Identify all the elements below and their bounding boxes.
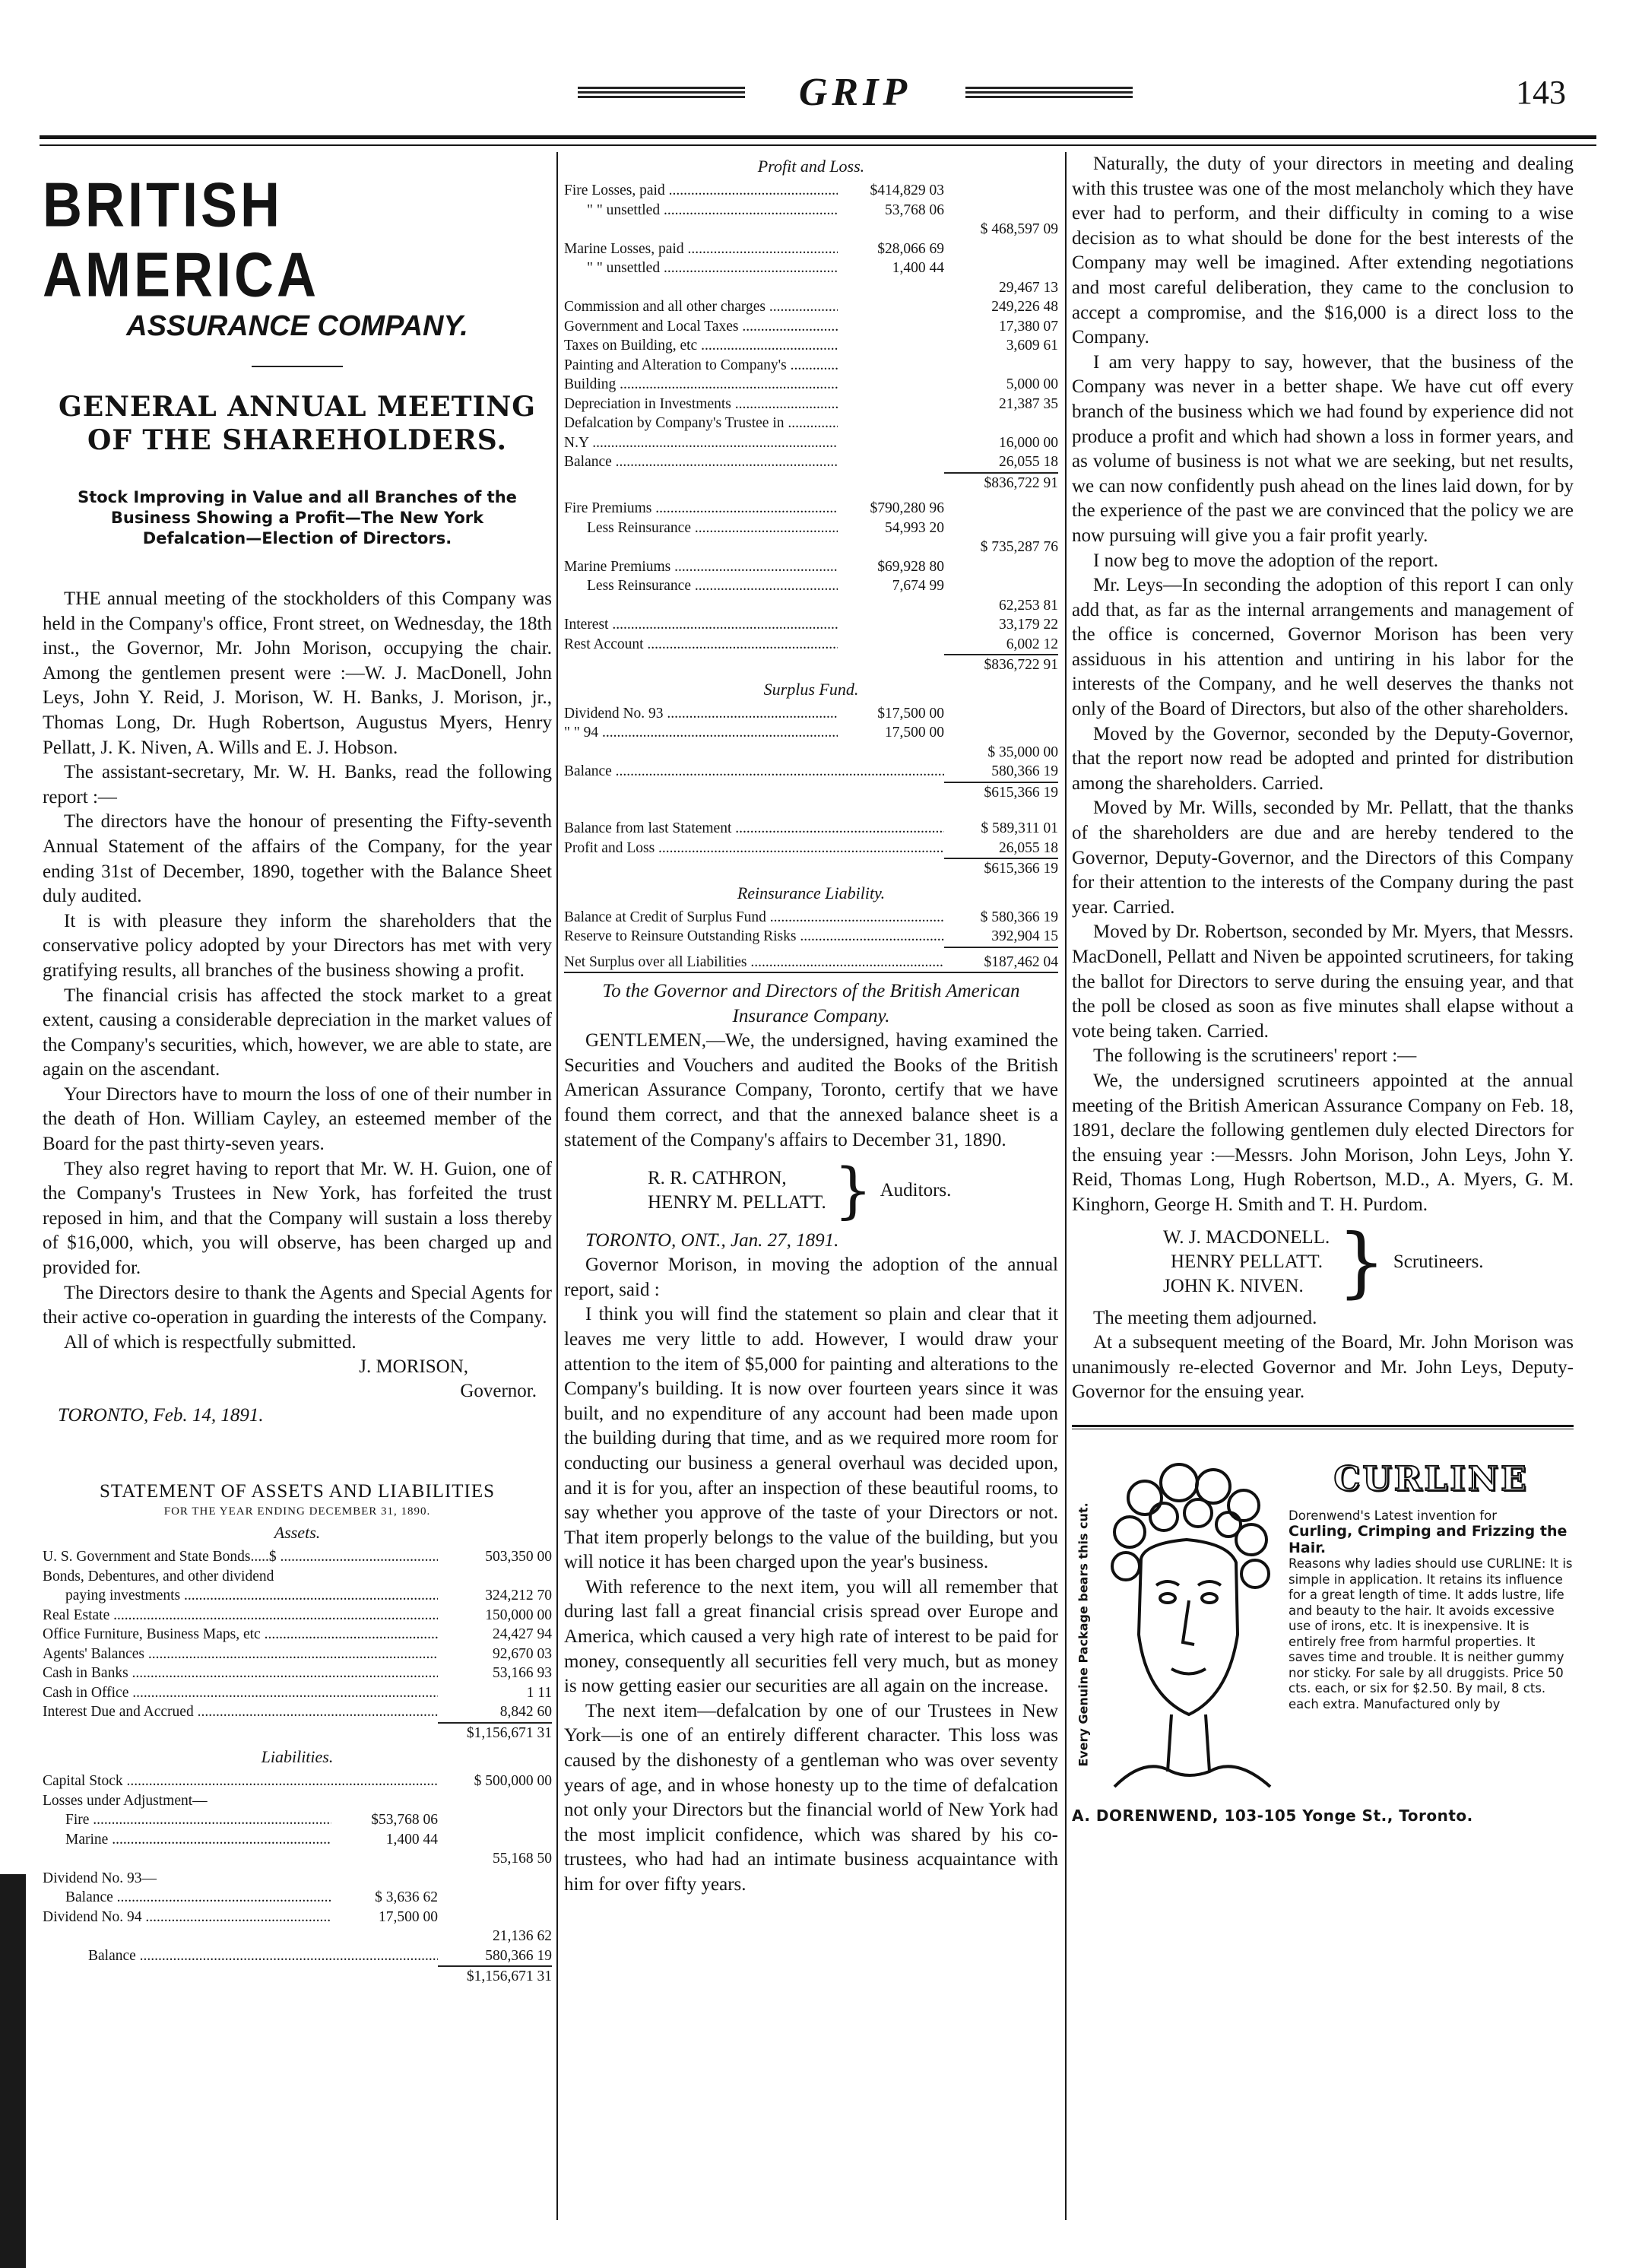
article-paragraph: I think you will find the statement so plain and clear that it leaves me very little to add. However, I would draw your attention to the item of $5,000 for painting and alterations to the Company's building. It is now over fourteen years since it was built, and no expenditure of any account had been made upon the building during that time, and as we required more room for conducting our business a general overhaul was decided upon, and it is for you, after an inspection of these beautiful rooms, to say whether you approve of the taste of your Directors or not. That item properly belongs to the value of the building, but you will notice it has been charged upon the year's business. <box>564 1304 1058 1573</box>
ledger-row: Profit and Loss ..... 26,055 18 <box>564 839 1058 858</box>
meeting-heading: OF THE SHAREHOLDERS. <box>87 424 508 456</box>
ledger-row: " " unsettled ..... 1,400 44 <box>564 259 1058 278</box>
ad-footer: A. DORENWEND, 103-105 Yonge St., Toronto. <box>1072 1806 1473 1825</box>
header-rule-thin <box>40 144 1596 146</box>
auditors-label: Auditors. <box>880 1180 952 1201</box>
ledger-row: Marine Premiums ..... $69,928 80 <box>564 557 1058 577</box>
article-paragraph: I now beg to move the adoption of the report. <box>1093 550 1439 571</box>
column-2 <box>564 152 1058 2220</box>
scrutineer-name: W. J. MACDONELL. <box>1163 1226 1330 1248</box>
dateline: TORONTO, Feb. 14, 1891. <box>58 1405 264 1426</box>
ledger-row: Losses under Adjustment— <box>43 1792 208 1809</box>
page-number: 143 <box>1516 74 1566 111</box>
dateline: TORONTO, ONT., Jan. 27, 1891. <box>585 1230 839 1251</box>
ledger-row: Balance ..... $ 3,636 62 <box>43 1888 552 1908</box>
ledger-row: $615,366 19 <box>984 861 1058 877</box>
statement-subtitle: FOR THE YEAR ENDING DECEMBER 31, 1890. <box>163 1505 431 1518</box>
ad-rule <box>1072 1425 1574 1427</box>
auditor-name: HENRY M. PELLATT. <box>648 1192 826 1213</box>
column-1 <box>43 152 552 2220</box>
ledger-row: Balance ..... 580,366 19 <box>564 762 1058 782</box>
ledger-row: N.Y ..... 16,000 00 <box>564 433 1058 453</box>
statement-title: STATEMENT OF ASSETS AND LIABILITIES <box>99 1481 496 1502</box>
ledger-row: Defalcation by Company's Trustee in ..... <box>564 414 1058 433</box>
ledger-row: Reserve to Reinsure Outstanding Risks ..... 392,904 15 <box>564 927 1058 947</box>
article-paragraph: The next item—defalcation by one of our Trustees in New York—is one of an entirely different character. This loss was caused by the dishonesty of a gentleman who was over seventy years of age, and in whose honesty up to the time of defalcation not only your Directors but the financial world of New York had the most implicit confidence, which was shared by his co-trustees, who had had an intimate business acquaintance with him for over fifty years. <box>564 1700 1058 1895</box>
scan-edge <box>0 1874 26 2268</box>
article-paragraph: The directors have the honour of presenting the Fifty-seventh Annual Statement of the affairs of the Company, for the year ending 31st of December, 1890, together with the Balance Sheet duly audited. <box>43 811 552 907</box>
ledger-row: $ 35,000 00 <box>987 744 1058 760</box>
article-paragraph: The Directors desire to thank the Agents and Special Agents for their active co-operation in guarding the interests of the Company. <box>43 1282 552 1328</box>
ledger-row: $836,722 91 <box>984 474 1058 491</box>
ledger-row: $1,156,671 31 <box>466 1968 552 1985</box>
surplus-heading: Surplus Fund. <box>763 679 859 699</box>
assets-heading: Assets. <box>274 1523 321 1543</box>
article-paragraph: THE annual meeting of the stockholders of this Company was held in the Company's office, Front street, on Wednesday, the 18th inst., the Governor, Mr. John Morison, occupying the chair. Among the gentlemen present were :—W. J. MacDonell, John Leys, John Y. Reid, J. Morison, W. H. Banks, J. Morison, jr., Thomas Long, Dr. Hugh Robertson, Augustus Myers, Henry Pellatt, J. K. Niven, A. Wills and E. J. Hobson. <box>43 588 552 758</box>
ledger-row: Government and Local Taxes ..... 17,380 07 <box>564 317 1058 337</box>
ledger-row: Dividend No. 93 ..... $17,500 00 <box>564 704 1058 724</box>
article-paragraph: It is with pleasure they inform the shareholders that the conservative policy adopted by your Directors has met with very gratifying results, all branches of the business showing a profit. <box>43 910 552 981</box>
subheadline: ASSURANCE COMPANY. <box>126 310 468 342</box>
article-paragraph: The meeting them adjourned. <box>1093 1307 1317 1328</box>
assets-list <box>43 1547 552 1722</box>
ledger-row: $ 735,287 76 <box>980 539 1058 555</box>
scrutineer-name: HENRY PELLATT. <box>1171 1251 1323 1272</box>
brace: } <box>833 1155 873 1226</box>
liabilities-heading: Liabilities. <box>261 1747 334 1767</box>
divider <box>252 366 343 367</box>
masthead <box>46 70 1596 123</box>
article-paragraph: Moved by Dr. Robertson, seconded by Mr. Myers, that Messrs. MacDonell, Pellatt and Niven be appointed scrutineers, for taking the ballot for Directors to serve during the ensuing year, and that the poll be closed as soon as five minutes shall elapse without a vote being taken. Carried. <box>1072 921 1574 1042</box>
woman-portrait-illustration <box>1099 1452 1274 1794</box>
ledger-row: Fire ..... $53,768 06 <box>43 1810 552 1830</box>
ledger-row: Taxes on Building, etc ..... 3,609 61 <box>564 336 1058 356</box>
article-paragraph: Your Directors have to mourn the loss of one of their number in the death of Hon. William Cayley, an esteemed member of the Board for the past thirty-seven years. <box>43 1083 552 1155</box>
ledger-row: U. S. Government and State Bonds.....$ ..... 503,350 00 <box>43 1547 552 1567</box>
ledger-row: " " unsettled ..... 53,768 06 <box>564 201 1058 220</box>
article-paragraph: Mr. Leys—In seconding the adoption of this report I can only add that, as far as the internal arrangements and management of the office is concerned, Governor Morison has been very assiduous in his attention and untiring in his labor for the interests of the Company, and he well deserves the thanks not only of the Board of Directors, but also of the other shareholders. <box>1072 575 1574 720</box>
ledger-row: Fire Premiums ..... $790,280 96 <box>564 499 1058 519</box>
scrutineers-block <box>1163 1216 1574 1306</box>
ledger-row: Dividend No. 94 ..... 17,500 00 <box>43 1908 552 1927</box>
ledger-row: Dividend No. 93— <box>43 1870 157 1886</box>
masthead-title: GRIP <box>798 71 912 114</box>
column-divider <box>556 152 558 2220</box>
signature-title: Governor. <box>460 1381 537 1402</box>
ledger-row: Interest Due and Accrued ..... 8,842 60 <box>43 1702 552 1722</box>
ledger-row: $ 468,597 09 <box>980 221 1058 237</box>
article-paragraph: We, the undersigned scrutineers appointed at the annual meeting of the British American Assurance Company on Feb. 18, 1891, declare the following gentlemen duly elected Directors for the ensuing year :—Messrs. John Morison, John Leys, John Y. Reid, Thomas Long, Hugh Robertson, M.D., A. Myers, G. M. Kinghorn, George H. Smith and T. H. Purdom. <box>1072 1070 1574 1215</box>
ad-title: CURLINE <box>1333 1459 1529 1499</box>
ledger-row: Commission and all other charges ..... 249,226 48 <box>564 297 1058 317</box>
profit-loss-heading: Profit and Loss. <box>757 157 865 176</box>
reinsurance-heading: Reinsurance Liability. <box>737 883 886 902</box>
article-paragraph: Moved by Mr. Wills, seconded by Mr. Pellatt, that the thanks of the shareholders are due and are hereby tendered to the Governor, Deputy-Governor, and the Directors of this Company for their attention to the interests of the Company during the past year. Carried. <box>1072 798 1574 918</box>
ledger-row: 62,253 81 <box>999 597 1058 614</box>
ledger-row: Office Furniture, Business Maps, etc ..... 24,427 94 <box>43 1625 552 1645</box>
brace: } <box>1337 1216 1386 1306</box>
ledger-row: 29,467 13 <box>999 279 1058 296</box>
article-paragraph: GENTLEMEN,—We, the undersigned, having examined the Securities and Vouchers and audited the Books of the British American Assurance Company, Toronto, certify that we have found them correct, and that the annexed balance sheet is a statement of the Company's affairs to December 31, 1890. <box>564 1030 1058 1150</box>
article-paragraph: I am very happy to say, however, that the business of the Company was never in a better shape. We have cut off every branch of the business which we had found by experience did not produce a profit and which had shown a loss in former years, and as volume of business is not what we are seeking, but net results, we can now confidently push ahead on the lines laid down, for by the experience of the past we are convinced that the policy we are now pursuing will give you a fair profit yearly. <box>1072 351 1574 546</box>
ledger-row: Balance ..... 26,055 18 <box>564 452 1058 472</box>
ledger-row: $615,366 19 <box>984 784 1058 801</box>
ad-body: Dorenwend's Latest invention for Curling, Crimping and Frizzing the Hair. Reasons why ladies should use CURLINE: It is simple in application. It retains its influence for a great length of time. It adds lustre, life and beauty to the hair. It avoids excessive use of irons, etc. It is inexpensive. It is entirely free from harmful properties. It saves time and trouble. It is neither gummy nor sticky. For sale by all druggists. Price 50 cts. each, or six for $2.50. By mail, 8 cts. each extra. Manufactured only by <box>1289 1508 1573 1711</box>
sum-rule <box>944 947 1058 948</box>
scrutineer-name: JOHN K. NIVEN. <box>1163 1275 1304 1296</box>
signature-name: J. MORISON, <box>359 1356 468 1378</box>
article-paragraph: Naturally, the duty of your directors in meeting and dealing with this trustee was one of the most melancholy which they have ever had to perform, and their difficulty in coming to a wise decision as to what should be done for the best interests of the Company may well be imagined. After extending negotiations and most careful deliberation, they came to the conclusion to accept a compromise, and the $16,000 is a direct loss to the Company. <box>1072 154 1574 348</box>
auditor-name: R. R. CATHRON, <box>648 1168 787 1189</box>
ledger-row: Agents' Balances ..... 92,670 03 <box>43 1645 552 1664</box>
ledger-row: Real Estate ..... 150,000 00 <box>43 1606 552 1626</box>
article-paragraph: The financial crisis has affected the stock market to a great extent, causing a considerable depreciation in the market values of the Company's securities, which, however, we are able to state, are again on the ascendant. <box>43 985 552 1080</box>
ledger-row: Net Surplus over all Liabilities ..... $187,462 04 <box>564 953 1058 972</box>
assets-total: $1,156,671 31 <box>466 1724 552 1741</box>
article-paragraph: They also regret having to report that Mr. W. H. Guion, one of the Company's Trustees in New York, has forfeited the trust reposed in him, and that the Company will sustain a loss thereby of $16,000, which, you will observe, has been charged up and provided for. <box>43 1158 552 1279</box>
profit-loss-list <box>564 499 1058 654</box>
article-paragraph: The following is the scrutineers' report :— <box>1093 1045 1417 1067</box>
ledger-row: Cash in Banks ..... 53,166 93 <box>43 1664 552 1683</box>
ledger-row: Fire Losses, paid ..... $414,829 03 <box>564 181 1058 201</box>
profit-loss-list <box>564 181 1058 472</box>
article-paragraph: The assistant-secretary, Mr. W. H. Banks, read the following report :— <box>43 762 552 807</box>
headline: BRITISH AMERICA <box>43 170 319 310</box>
ledger-row: Balance from last Statement ..... $ 589,311 01 <box>564 819 1058 839</box>
ledger-row: Interest ..... 33,179 22 <box>564 615 1058 635</box>
ledger-row: Painting and Alteration to Company's ..... <box>564 356 1058 376</box>
ledger-row: Cash in Office ..... 1 11 <box>43 1683 552 1703</box>
ledger-row: Less Reinsurance ..... 54,993 20 <box>564 519 1058 538</box>
masthead-ornament-right <box>965 87 1133 100</box>
scrutineers-label: Scrutineers. <box>1393 1251 1484 1272</box>
column-3 <box>1072 152 1574 2220</box>
deck: Stock Improving in Value and all Branches of the Business Showing a Profit—The New York Defalcation—Election of Directors. <box>78 488 517 547</box>
curline-advertisement <box>1072 1445 1574 1802</box>
ledger-row: 55,168 50 <box>493 1851 552 1867</box>
ledger-row: Balance at Credit of Surplus Fund ..... $ 580,366 19 <box>564 908 1058 928</box>
meeting-heading: GENERAL ANNUAL MEETING <box>58 391 537 423</box>
ledger-row: Capital Stock ..... $ 500,000 00 <box>43 1772 552 1791</box>
article-paragraph: At a subsequent meeting of the Board, Mr. John Morison was unanimously re-elected Governor and Mr. John Leys, Deputy-Governor for the ensuing year. <box>1072 1332 1574 1403</box>
article-paragraph: Governor Morison, in moving the adoption of the annual report, said : <box>564 1255 1058 1300</box>
ledger-row: $836,722 91 <box>984 657 1058 673</box>
ledger-row: Bonds, Debentures, and other dividend <box>43 1568 274 1584</box>
column-divider <box>1065 152 1067 2220</box>
ledger-row: Rest Account ..... 6,002 12 <box>564 635 1058 655</box>
address-heading: To the Governor and Directors of the British American Insurance Company. <box>602 981 1020 1026</box>
article-paragraph: With reference to the next item, you will all remember that during last fall a great financial crisis spread over Europe and America, which caused a very high rate of interest to be paid for money, consequently all securities fell very much, but as money is now getting easier our securities are all again on the increase. <box>564 1576 1058 1697</box>
article-paragraph: Moved by the Governor, seconded by the Deputy-Governor, that the report now read be adopted and printed for distribution among the shareholders. Carried. <box>1072 723 1574 794</box>
assets-total-row <box>43 1724 552 1743</box>
ad-vertical-text: Every Genuine Package bears this cut. <box>1076 1502 1091 1767</box>
ledger-row: Marine Losses, paid ..... $28,066 69 <box>564 239 1058 259</box>
ledger-row: Marine ..... 1,400 44 <box>43 1830 552 1850</box>
ledger-row: 21,136 62 <box>493 1928 552 1945</box>
masthead-ornament-left <box>578 87 745 100</box>
header-rule <box>40 135 1596 139</box>
ledger-row: " " 94 ..... 17,500 00 <box>564 723 1058 743</box>
ledger-row: Depreciation in Investments ..... 21,387 35 <box>564 395 1058 414</box>
article-paragraph: All of which is respectfully submitted. <box>64 1331 357 1353</box>
ledger-row: Building ..... 5,000 00 <box>564 375 1058 395</box>
auditors-block <box>648 1155 1058 1226</box>
ledger-row: Less Reinsurance ..... 7,674 99 <box>564 576 1058 596</box>
ledger-row: Balance ..... 580,366 19 <box>43 1946 552 1966</box>
ledger-row: paying investments ..... 324,212 70 <box>43 1586 552 1606</box>
sum-rule <box>564 972 1058 973</box>
